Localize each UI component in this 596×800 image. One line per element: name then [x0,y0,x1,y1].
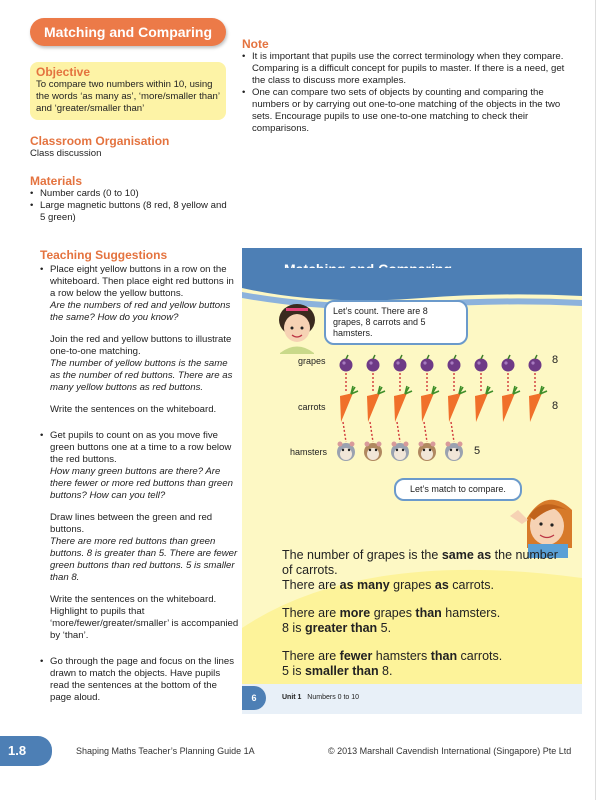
sentence-text: The number of grapes is the [282,548,442,562]
sentence-keyword: fewer [339,649,373,663]
page-number-tab: 1.8 [0,736,52,766]
hamsters-label: hamsters [290,447,328,457]
grape-icon [475,355,488,372]
grape-icon [367,355,380,372]
panel-unit-label [282,694,359,701]
panel-page-number: 6 [242,686,266,710]
sentence-text: 5 is [282,664,305,678]
match-line [424,422,427,442]
teaching-suggestions [40,248,240,718]
teaching-text: Draw lines between the green and red buttons. [50,512,213,535]
carrot-icon [421,386,439,422]
sentence-keyword: more [339,606,371,620]
materials-list [30,188,230,224]
objective-text: To compare two numbers within 10, using the words ‘as many as’, ‘more/smaller than’ and ‘greater/smaller than’ [36,79,220,114]
carrot-icon [475,386,493,422]
sentence-text: hamsters. [441,606,501,620]
match-line [370,422,373,442]
classroom-text: Class discussion [30,148,102,159]
sentence-greater-than [282,621,391,636]
grape-icon [340,355,353,372]
sentence-fewer-than [282,649,502,664]
sentence-text: of carrots. [282,563,338,577]
list-item: • It is important that pupils use the correct terminology when they compare. Comparing is a difficult concept for pupils to master. If there is a need, get the class to discuss more examples. [242,51,572,87]
sentence-text: 8. [378,664,393,678]
list-item: • Number cards (0 to 10) [30,188,230,200]
list-item: • Large magnetic buttons (8 red, 8 yellow and 5 green) [30,200,230,224]
note-section [242,37,572,135]
sentence-keyword: than [415,606,442,620]
grapes-label: grapes [298,356,326,366]
unit-topic: Numbers 0 to 10 [307,694,360,701]
hamster-icon [391,442,409,462]
sentence-more-than [282,606,500,621]
carrot-icon [340,386,358,422]
sentence-text: the number [491,548,558,562]
teaching-text: • Go through the page and focus on the lines drawn to match the objects. Have pupils read the sentences at the bottom of the page aloud. [50,656,235,703]
list-item [40,264,240,416]
note-list [242,51,572,135]
grape-icon [394,355,407,372]
grape-icon [448,355,461,372]
sentence-keyword: as many [339,578,390,592]
teaching-text: Write the sentences on the whiteboard. [50,404,217,415]
sentence-keyword: greater than [304,621,378,635]
carrots-row [340,373,547,422]
carrots-count: 8 [552,400,559,412]
boy-speech-bubble: Let’s match to compare. [394,478,522,501]
girl-speech-bubble: Let’s count. There are 8 grapes, 8 carrots and 5 hamsters. [324,300,468,345]
teaching-question: There are more red buttons than green buttons. 8 is greater than 5. There are fewer green buttons than red buttons. 5 is smaller than 8. [50,536,238,583]
teaching-question: How many green buttons are there? Are there fewer or more red buttons than green buttons? How can you tell? [50,466,233,501]
sentence-same-as [282,548,558,578]
note-heading: Note [242,37,269,51]
grape-icon [502,355,515,372]
sentence-keyword: smaller than [304,664,379,678]
carrot-icon [394,386,412,422]
guide-title: Shaping Maths Teacher’s Planning Guide 1A [76,746,255,756]
teaching-question: Are the numbers of red and yellow buttons the same? How do you know? [50,300,231,323]
sentence-text: There are [282,649,340,663]
sentence-text: grapes [370,606,416,620]
carrots-label: carrots [298,402,326,412]
carrot-icon [367,386,385,422]
left-column [30,18,230,224]
hamster-icon [364,442,382,462]
copyright: © 2013 Marshall Cavendish International (Singapore) Pte Ltd [328,746,572,756]
grape-icon [421,355,434,372]
teaching-list [40,264,240,704]
classroom-heading: Classroom Organisation [30,134,170,148]
sentence-text: carrots. [448,578,494,592]
teaching-text: • Place eight yellow buttons in a row on the whiteboard. Then place eight red buttons in a row below the yellow buttons. [50,264,234,299]
list-item: • One can compare two sets of objects by counting and comparing the numbers or by carrying out one-to-one matching of the objects in the two sets. Encourage pupils to use one-to-one matching to check their comparisons. [242,87,572,135]
list-item [40,430,240,642]
hamster-icon [418,442,436,462]
unit-label: Unit 1 [282,694,302,701]
sentence-text: 5. [377,621,392,635]
sentence-text: 8 is [282,621,305,635]
sentence-text: grapes [389,578,435,592]
teaching-text: • Get pupils to count on as you move five green buttons one at a time to a row below the red buttons. [50,430,232,465]
hamster-icon [337,442,355,462]
carrot-icon [529,386,547,422]
teaching-question: The number of yellow buttons is the same as the number of red buttons. There are as many yellow buttons as red buttons. [50,358,233,393]
match-line [397,422,400,442]
carrot-icon [502,386,520,422]
sentence-keyword: than [430,649,458,663]
hamsters-count: 5 [474,445,481,457]
list-item [40,656,240,704]
teaching-heading: Teaching Suggestions [40,248,168,262]
textbook-page-panel [242,248,582,714]
grapes-count: 8 [552,354,559,366]
teaching-text: Join the red and yellow buttons to illustrate one-to-one matching. [50,334,232,357]
objective-heading: Objective [36,65,91,79]
sentence-as-many [282,578,494,593]
carrot-icon [448,386,466,422]
objective-box [30,62,226,120]
teaching-text: Write the sentences on the whiteboard. Highlight to pupils that ‘more/fewer/greater/smaller’ is accompanied by ‘than’. [50,594,239,641]
sentence-text: There are [282,578,340,592]
sentence-keyword: as [434,578,449,592]
sentence-text: There are [282,606,340,620]
girl-icon [279,304,315,354]
sentence-text: carrots. [457,649,503,663]
materials-heading: Materials [30,174,83,188]
page-footer [0,736,596,766]
sentence-text: hamsters [372,649,431,663]
grape-icon [529,355,542,372]
sentence-keyword: same as [441,548,492,562]
hamsters-row [337,422,463,461]
hamster-icon [445,442,463,462]
match-line [451,422,454,442]
grapes-row [340,355,542,372]
page-title: Matching and Comparing [30,18,226,46]
sentence-smaller-than [282,664,392,679]
match-line [343,422,346,442]
